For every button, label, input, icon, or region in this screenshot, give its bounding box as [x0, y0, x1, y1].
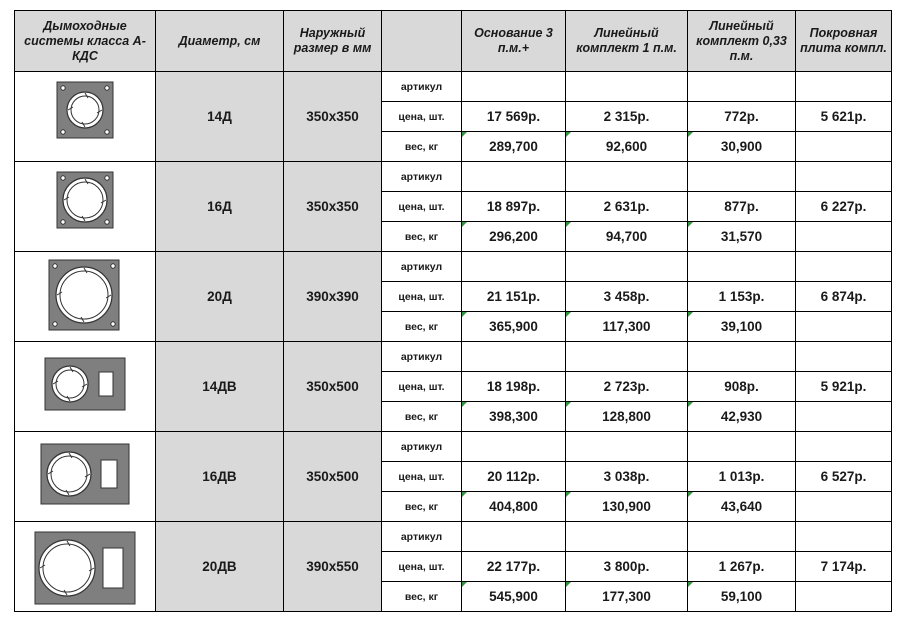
weight-cell-linear1: 130,900 — [566, 492, 688, 522]
weight-cell-base: 545,900 — [462, 582, 566, 612]
article-cell-base — [462, 252, 566, 282]
price-cell-linear033: 908р. — [688, 372, 796, 402]
article-label: артикул — [382, 432, 462, 462]
size-cell: 350x350 — [284, 72, 382, 162]
price-cell-linear033: 772р. — [688, 102, 796, 132]
price-label: цена, шт. — [382, 462, 462, 492]
price-cell-linear033: 1 013р. — [688, 462, 796, 492]
price-cell-cover: 7 174р. — [796, 552, 892, 582]
article-cell-linear033 — [688, 72, 796, 102]
price-label: цена, шт. — [382, 282, 462, 312]
header-linear-1: Линейный комплект 1 п.м. — [566, 11, 688, 72]
header-blank — [382, 11, 462, 72]
weight-cell-linear033: 39,100 — [688, 312, 796, 342]
weight-label: вес, кг — [382, 492, 462, 522]
weight-cell-cover — [796, 402, 892, 432]
chimney-block-icon — [15, 164, 155, 250]
table-row — [15, 432, 892, 462]
chimney-block-icon — [15, 434, 155, 520]
weight-label: вес, кг — [382, 402, 462, 432]
price-cell-linear033: 1 267р. — [688, 552, 796, 582]
article-cell-linear1 — [566, 72, 688, 102]
size-cell: 390x550 — [284, 522, 382, 612]
price-cell-cover: 6 227р. — [796, 192, 892, 222]
diameter-cell: 14ДВ — [156, 342, 284, 432]
weight-cell-cover — [796, 582, 892, 612]
chimney-drawing — [15, 522, 156, 612]
diameter-cell: 14Д — [156, 72, 284, 162]
article-cell-linear1 — [566, 252, 688, 282]
weight-cell-cover — [796, 492, 892, 522]
article-cell-linear033 — [688, 342, 796, 372]
weight-cell-cover — [796, 132, 892, 162]
header-diameter: Диаметр, см — [156, 11, 284, 72]
weight-label: вес, кг — [382, 222, 462, 252]
weight-cell-cover — [796, 312, 892, 342]
weight-cell-base: 296,200 — [462, 222, 566, 252]
weight-label: вес, кг — [382, 582, 462, 612]
article-label: артикул — [382, 522, 462, 552]
article-cell-cover — [796, 522, 892, 552]
weight-cell-linear1: 177,300 — [566, 582, 688, 612]
article-cell-linear1 — [566, 342, 688, 372]
price-cell-linear033: 1 153р. — [688, 282, 796, 312]
table-row — [15, 162, 892, 192]
price-label: цена, шт. — [382, 552, 462, 582]
price-label: цена, шт. — [382, 102, 462, 132]
weight-cell-linear033: 42,930 — [688, 402, 796, 432]
price-cell-linear033: 877р. — [688, 192, 796, 222]
article-cell-base — [462, 162, 566, 192]
price-cell-cover: 5 921р. — [796, 372, 892, 402]
price-cell-base: 18 198р. — [462, 372, 566, 402]
weight-cell-base: 398,300 — [462, 402, 566, 432]
diameter-cell: 16ДВ — [156, 432, 284, 522]
price-cell-base: 21 151р. — [462, 282, 566, 312]
chimney-drawing — [15, 342, 156, 432]
price-label: цена, шт. — [382, 372, 462, 402]
weight-cell-cover — [796, 222, 892, 252]
article-cell-base — [462, 432, 566, 462]
article-cell-linear1 — [566, 432, 688, 462]
price-label: цена, шт. — [382, 192, 462, 222]
article-cell-linear033 — [688, 252, 796, 282]
price-cell-base: 18 897р. — [462, 192, 566, 222]
price-cell-linear1: 2 631р. — [566, 192, 688, 222]
article-label: артикул — [382, 252, 462, 282]
weight-cell-linear1: 128,800 — [566, 402, 688, 432]
price-cell-linear1: 3 800р. — [566, 552, 688, 582]
article-cell-cover — [796, 252, 892, 282]
header-cover: Покровная плита компл. — [796, 11, 892, 72]
chimney-drawing — [15, 252, 156, 342]
header-row — [15, 11, 892, 72]
weight-cell-base: 404,800 — [462, 492, 566, 522]
price-cell-base: 22 177р. — [462, 552, 566, 582]
weight-cell-linear1: 92,600 — [566, 132, 688, 162]
diameter-cell: 16Д — [156, 162, 284, 252]
chimney-drawing — [15, 432, 156, 522]
price-cell-cover: 5 621р. — [796, 102, 892, 132]
weight-cell-linear033: 30,900 — [688, 132, 796, 162]
article-cell-linear033 — [688, 162, 796, 192]
size-cell: 350x500 — [284, 432, 382, 522]
weight-cell-linear1: 117,300 — [566, 312, 688, 342]
weight-label: вес, кг — [382, 312, 462, 342]
price-cell-linear1: 2 315р. — [566, 102, 688, 132]
article-cell-linear1 — [566, 522, 688, 552]
chimney-block-icon — [15, 524, 155, 610]
price-cell-linear1: 3 458р. — [566, 282, 688, 312]
chimney-drawing — [15, 72, 156, 162]
price-cell-base: 20 112р. — [462, 462, 566, 492]
size-cell: 350x350 — [284, 162, 382, 252]
article-cell-linear033 — [688, 522, 796, 552]
article-label: артикул — [382, 342, 462, 372]
header-size: Наружный размер в мм — [284, 11, 382, 72]
size-cell: 350x500 — [284, 342, 382, 432]
diameter-cell: 20Д — [156, 252, 284, 342]
article-label: артикул — [382, 162, 462, 192]
weight-label: вес, кг — [382, 132, 462, 162]
weight-cell-linear033: 59,100 — [688, 582, 796, 612]
table-row — [15, 342, 892, 372]
article-cell-cover — [796, 432, 892, 462]
article-label: артикул — [382, 72, 462, 102]
price-cell-linear1: 3 038р. — [566, 462, 688, 492]
article-cell-linear033 — [688, 432, 796, 462]
weight-cell-base: 365,900 — [462, 312, 566, 342]
chimney-drawing — [15, 162, 156, 252]
weight-cell-linear1: 94,700 — [566, 222, 688, 252]
price-cell-linear1: 2 723р. — [566, 372, 688, 402]
header-system: Дымоходные системы класса А-КДС — [15, 11, 156, 72]
header-linear-033: Линейный комплект 0,33 п.м. — [688, 11, 796, 72]
article-cell-base — [462, 72, 566, 102]
article-cell-linear1 — [566, 162, 688, 192]
chimney-block-icon — [15, 344, 155, 430]
header-base: Основание 3 п.м.+ — [462, 11, 566, 72]
table-row — [15, 252, 892, 282]
price-table — [14, 10, 892, 612]
article-cell-cover — [796, 162, 892, 192]
price-cell-cover: 6 527р. — [796, 462, 892, 492]
price-cell-cover: 6 874р. — [796, 282, 892, 312]
article-cell-base — [462, 342, 566, 372]
weight-cell-base: 289,700 — [462, 132, 566, 162]
chimney-block-icon — [15, 74, 155, 160]
chimney-block-icon — [15, 254, 155, 340]
article-cell-base — [462, 522, 566, 552]
article-cell-cover — [796, 342, 892, 372]
table-row — [15, 522, 892, 552]
weight-cell-linear033: 43,640 — [688, 492, 796, 522]
price-cell-base: 17 569р. — [462, 102, 566, 132]
weight-cell-linear033: 31,570 — [688, 222, 796, 252]
diameter-cell: 20ДВ — [156, 522, 284, 612]
article-cell-cover — [796, 72, 892, 102]
table-row — [15, 72, 892, 102]
size-cell: 390x390 — [284, 252, 382, 342]
